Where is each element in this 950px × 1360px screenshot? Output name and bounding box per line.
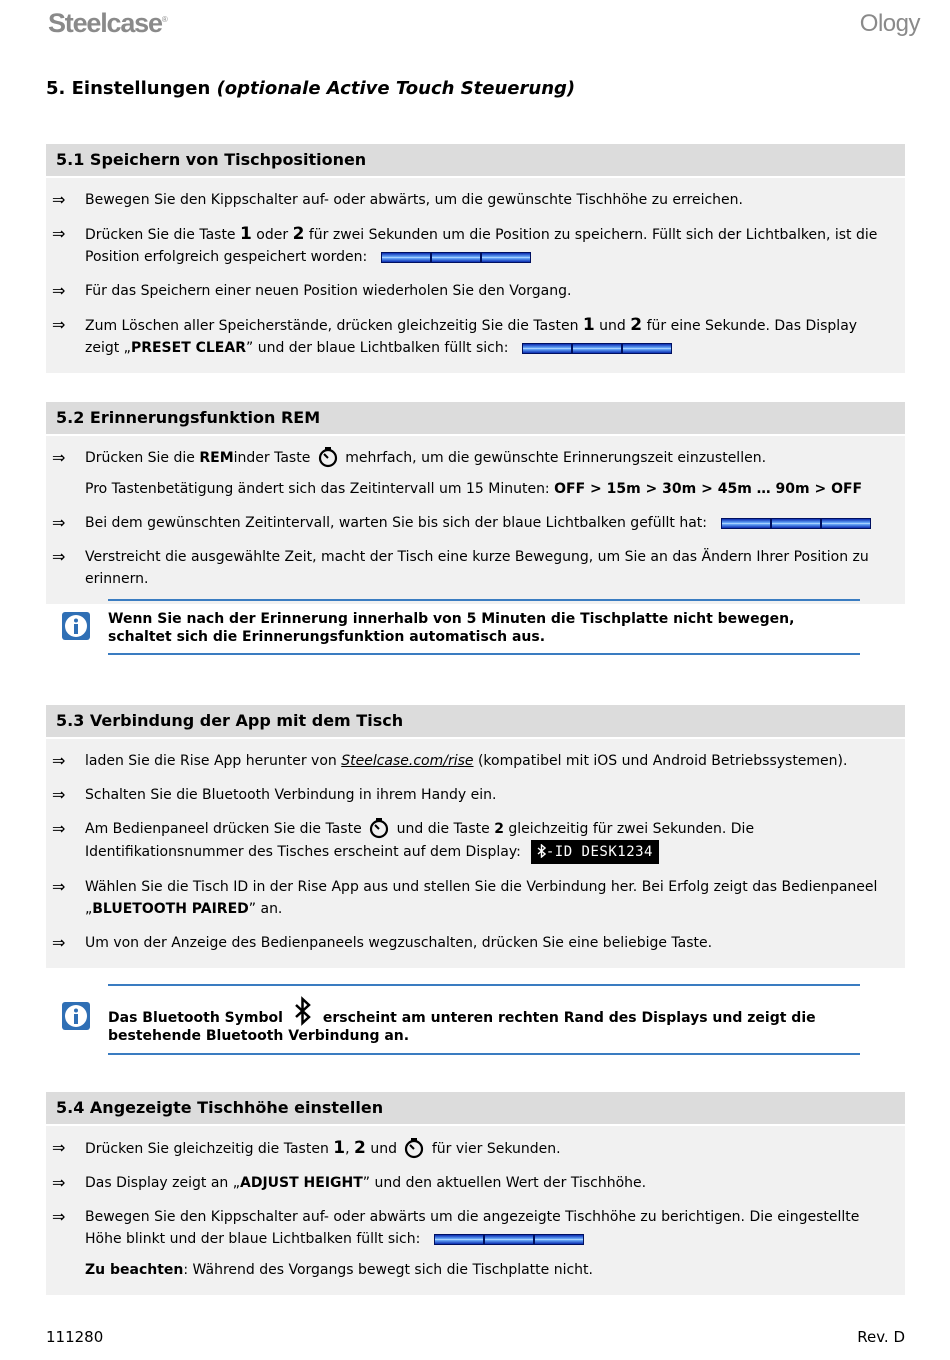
lightbar-icon	[381, 252, 531, 263]
arrow-icon: ⇒	[52, 513, 66, 532]
arrow-icon: ⇒	[52, 877, 66, 896]
info-icon	[62, 612, 90, 640]
lightbar-icon	[522, 343, 672, 354]
document-number: 111280	[46, 1328, 104, 1346]
arrow-icon: ⇒	[52, 315, 66, 334]
arrow-icon: ⇒	[52, 1138, 66, 1157]
desk-id-display: -ID DESK1234	[531, 840, 659, 864]
section-heading: 5.1 Speichern von Tischpositionen	[46, 144, 905, 178]
list-item: ⇒ Drücken Sie gleichzeitig die Tasten 1, 2 und für vier Sekunden.	[52, 1138, 561, 1158]
list-item: Pro Tastenbetätigung ändert sich das Zeitintervall um 15 Minuten: OFF > 15m > 30m > 45m … 90m > OFF	[85, 481, 863, 497]
steelcase-logo: Steelcase®	[48, 8, 168, 38]
info-icon	[62, 1002, 90, 1030]
arrow-icon: ⇒	[52, 1207, 66, 1226]
section-heading: 5.2 Erinnerungsfunktion REM	[46, 402, 905, 436]
list-item: ⇒ Verstreicht die ausgewählte Zeit, macht der Tisch eine kurze Bewegung, um Sie an das Ändern Ihrer Position zu erinnern.	[52, 547, 869, 587]
list-item: ⇒ Drücken Sie die Taste 1 oder 2 für zwei Sekunden um die Position zu speichern. Füllt sich der Lichtbalken, ist die Position erfolgreich gespeichert worden:	[52, 224, 878, 265]
list-item: ⇒ Wählen Sie die Tisch ID in der Rise App aus und stellen Sie die Verbindung her. Bei Erfolg zeigt das Bedienpaneel „BLUETOOTH PAIRED” an.	[52, 877, 878, 917]
list-item: ⇒ Am Bedienpaneel drücken Sie die Taste und die Taste 2 gleichzeitig für zwei Sekunden. Die Identifikationsnummer des Tisches erscheint auf dem Display: -ID DESK1234	[46, 814, 905, 868]
ology-logo: Ology	[859, 10, 920, 37]
list-item: ⇒ Für das Speichern einer neuen Position wiederholen Sie den Vorgang.	[52, 281, 572, 300]
section-5-3	[46, 705, 905, 968]
lightbar-icon	[721, 518, 871, 529]
arrow-icon: ⇒	[52, 751, 66, 770]
list-item: ⇒ Das Display zeigt an „ADJUST HEIGHT” und den aktuellen Wert der Tischhöhe.	[52, 1173, 647, 1192]
arrow-icon: ⇒	[52, 785, 66, 804]
note-reminder: Wenn Sie nach der Erinnerung innerhalb von 5 Minuten die Tischplatte nicht bewegen, schaltet sich die Erinnerungsfunktion automatisch aus.	[108, 599, 860, 655]
list-item: ⇒ Bewegen Sie den Kippschalter auf- oder abwärts um die angezeigte Tischhöhe zu berichtigen. Die eingestellte Höhe blinkt und der blaue Lichtbalken füllt sich:	[52, 1207, 860, 1247]
timer-icon	[317, 446, 339, 468]
list-item: ⇒ Schalten Sie die Bluetooth Verbindung in ihrem Handy ein.	[52, 785, 497, 804]
arrow-icon: ⇒	[52, 933, 66, 952]
section-5-1	[46, 144, 905, 373]
timer-icon	[368, 817, 390, 839]
list-item: ⇒ Bewegen Sie den Kippschalter auf- oder abwärts, um die gewünschte Tischhöhe zu erreichen.	[52, 190, 743, 209]
section-5-2	[46, 402, 905, 604]
list-item: ⇒ laden Sie die Rise App herunter von Steelcase.com/rise (kompatibel mit iOS und Android Betriebssystemen).	[52, 751, 848, 770]
arrow-icon: ⇒	[52, 819, 66, 838]
list-item: ⇒ Bei dem gewünschten Zeitintervall, warten Sie bis sich der blaue Lichtbalken gefüllt hat:	[46, 508, 905, 538]
list-item: ⇒ Zum Löschen aller Speicherstände, drücken gleichzeitig Sie die Tasten 1 und 2 für eine Sekunde. Das Display zeigt „PRESET CLEAR” und der blaue Lichtbalken füllt sich:	[52, 315, 858, 356]
list-item: ⇒ Um von der Anzeige des Bedienpaneels wegzuschalten, drücken Sie eine beliebige Taste.	[52, 933, 713, 952]
page-title: 5. Einstellungen (optionale Active Touch Steuerung)	[46, 78, 576, 99]
revision: Rev. D	[857, 1328, 905, 1346]
arrow-icon: ⇒	[52, 224, 66, 243]
rise-link[interactable]: Steelcase.com/rise	[341, 753, 474, 769]
arrow-icon: ⇒	[52, 281, 66, 300]
arrow-icon: ⇒	[52, 448, 66, 467]
bluetooth-icon	[537, 844, 546, 858]
section-5-4	[46, 1092, 905, 1295]
arrow-icon: ⇒	[52, 1173, 66, 1192]
section-heading: 5.4 Angezeigte Tischhöhe einstellen	[46, 1092, 905, 1126]
bluetooth-icon	[293, 996, 313, 1026]
arrow-icon: ⇒	[52, 547, 66, 566]
lightbar-icon	[434, 1234, 584, 1245]
arrow-icon: ⇒	[52, 190, 66, 209]
list-item: ⇒ Drücken Sie die REMinder Taste mehrfach, um die gewünschte Erinnerungszeit einzustellen.	[46, 443, 905, 473]
note-bluetooth: Das Bluetooth Symbol erscheint am unteren rechten Rand des Displays und zeigt die bestehende Bluetooth Verbindung an.	[108, 984, 860, 1055]
list-item: Zu beachten: Während des Vorgangs bewegt sich die Tischplatte nicht.	[85, 1262, 593, 1278]
timer-icon	[403, 1137, 425, 1159]
section-heading: 5.3 Verbindung der App mit dem Tisch	[46, 705, 905, 739]
